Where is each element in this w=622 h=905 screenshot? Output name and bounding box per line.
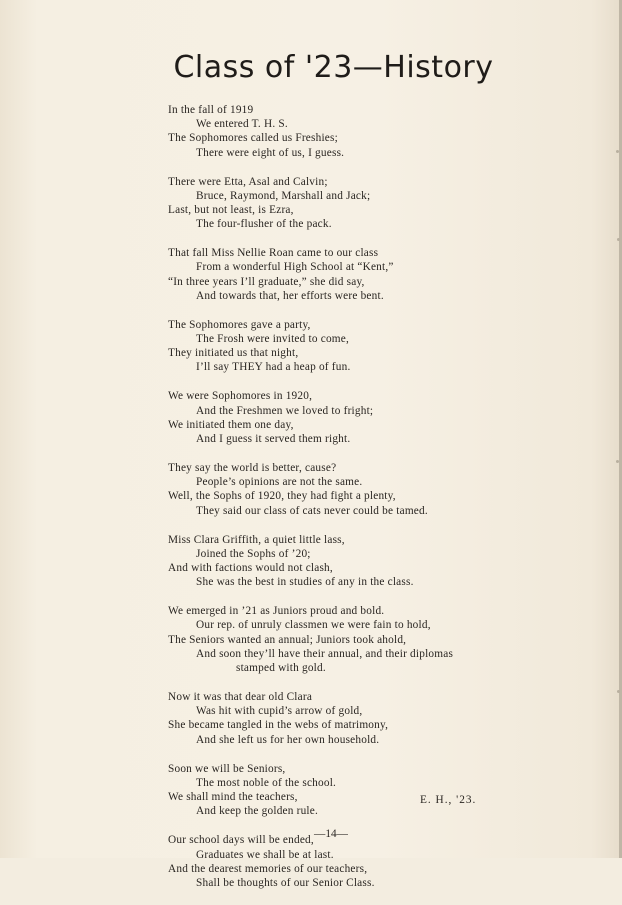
poem-line: That fall Miss Nellie Roan came to our class (168, 247, 379, 260)
poem-line: There were Etta, Asal and Calvin; (168, 175, 328, 188)
poem-line: We emerged in ’21 as Juniors proud and bold. (168, 605, 385, 618)
poem-line: From a wonderful High School at “Kent,” (196, 261, 394, 274)
poem-line: And with factions would not clash, (168, 562, 333, 575)
poem-line: Now it was that dear old Clara (168, 691, 313, 704)
stanza (168, 833, 548, 890)
poem-line: Was hit with cupid’s arrow of gold, (196, 705, 363, 718)
stanza (168, 318, 548, 375)
poem-line: And towards that, her efforts were bent. (196, 289, 384, 302)
poem-line: They said our class of cats never could be tamed. (196, 504, 428, 517)
poem-line: We initiated them one day, (168, 418, 294, 431)
poem-line: We shall mind the teachers, (168, 791, 298, 804)
paper-speck (616, 460, 619, 463)
poem-line: Soon we will be Seniors, (168, 762, 286, 775)
poem-line: “In three years I’ll graduate,” she did say, (168, 275, 365, 288)
poem-line: Our rep. of unruly classmen we were fain to hold, (196, 619, 431, 632)
poem-line: We were Sophomores in 1920, (168, 390, 313, 403)
paper-speck (616, 150, 619, 153)
poem-line: I’ll say THEY had a heap of fun. (196, 361, 351, 374)
poem (168, 103, 548, 905)
poem-line: stamped with gold. (236, 662, 326, 675)
poem-line: And the dearest memories of our teachers, (168, 862, 368, 875)
poem-line: Well, the Sophs of 1920, they had fight a plenty, (168, 490, 396, 503)
stanza (168, 762, 548, 819)
stanza (168, 604, 548, 675)
poem-line: She was the best in studies of any in the class. (196, 576, 414, 589)
poem-line: Miss Clara Griffith, a quiet little lass, (168, 533, 345, 546)
poem-line: And I guess it served them right. (196, 433, 351, 446)
poem-line: In the fall of 1919 (168, 104, 254, 116)
poem-line: We entered T. H. S. (196, 118, 288, 131)
poem-line: The Sophomores gave a party, (168, 318, 311, 331)
poem-line: The Seniors wanted an annual; Juniors took ahold, (168, 633, 407, 646)
poem-line: Shall be thoughts of our Senior Class. (196, 876, 375, 889)
poem-line: She became tangled in the webs of matrimony, (168, 719, 389, 732)
poem-line: Joined the Sophs of ’20; (196, 547, 311, 560)
stanza (168, 690, 548, 747)
poem-line: They initiated us that night, (168, 347, 299, 360)
poem-line: Graduates we shall be at last. (196, 848, 334, 861)
poem-line: The four-flusher of the pack. (196, 218, 332, 231)
poem-line: Last, but not least, is Ezra, (168, 204, 294, 217)
stanza (168, 533, 548, 590)
author-signature: E. H., '23. (420, 794, 477, 806)
stanza (168, 175, 548, 232)
paper-speck (617, 238, 620, 241)
poem-line: There were eight of us, I guess. (196, 146, 345, 159)
poem-line: Bruce, Raymond, Marshall and Jack; (196, 189, 371, 202)
page-number: —14— (314, 828, 348, 840)
stanza (168, 461, 548, 518)
page-title: Class of '23—History (173, 50, 494, 85)
poem-line: The most noble of the school. (196, 776, 337, 789)
poem-line: People’s opinions are not the same. (196, 476, 363, 489)
poem-line: And soon they’ll have their annual, and their diplomas (196, 647, 454, 660)
poem-line: And keep the golden rule. (196, 805, 319, 818)
poem-line: They say the world is better, cause? (168, 462, 337, 475)
poem-line: The Frosh were invited to come, (196, 333, 350, 346)
stanza (168, 103, 548, 160)
stanza (168, 389, 548, 446)
poem-line: And she left us for her own household. (196, 733, 380, 746)
stanza (168, 246, 548, 303)
poem-line: Our school days will be ended, (168, 834, 314, 847)
poem-line: The Sophomores called us Freshies; (168, 132, 338, 145)
poem-line: And the Freshmen we loved to fright; (196, 404, 374, 417)
paper-speck (617, 690, 620, 693)
